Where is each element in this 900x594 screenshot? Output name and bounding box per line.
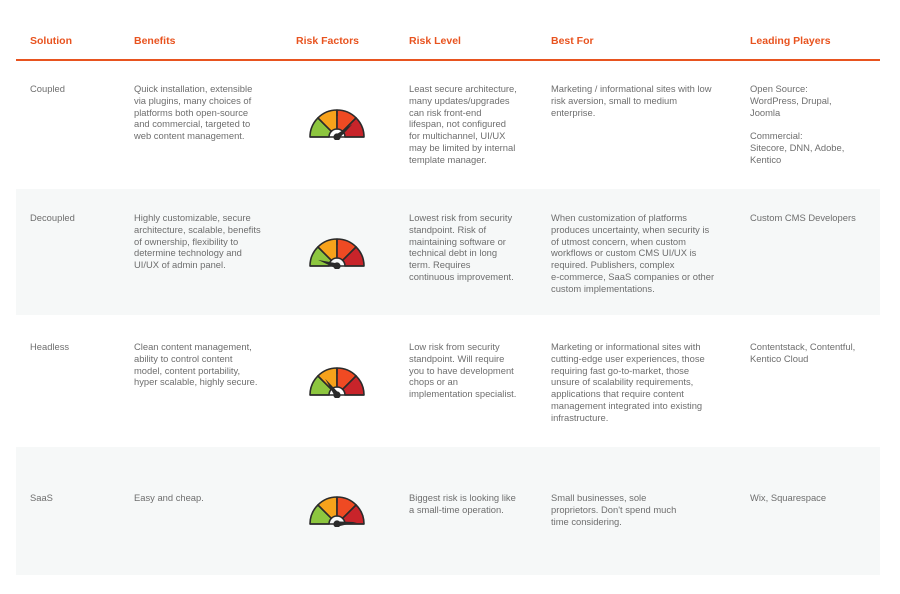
risk-level-text: Least secure architecture, many updates/upgrades can risk front-end lifespan, not configured for multichannel, UI/UX may be limited by internal template manager.	[409, 83, 517, 165]
header-best-for: Best For	[551, 35, 594, 47]
header-risk-factors: Risk Factors	[296, 35, 360, 47]
leading-players-text: Open Source: WordPress, Drupal, Joomla Commercial: Sitecore, DNN, Adobe, Kentico	[750, 83, 845, 165]
risk-level-text: Low risk from security standpoint. Will require you to have development chops or an implementation specialist.	[409, 341, 517, 400]
best-for-text: When customization of platforms produces uncertainty, when security is of utmost concern, when custom workflows or custom CMS UI/UX is required. Publishers, complex e-commerce, SaaS companies or other custom implementations.	[551, 212, 715, 294]
best-for-text: Small businesses, sole proprietors. Don't spend much time considering.	[551, 492, 677, 527]
header-leading-players: Leading Players	[750, 35, 831, 47]
benefits-text: Highly customizable, secure architecture, scalable, benefits of ownership, flexibility to determine technology and UI/UX of admin panel.	[134, 212, 261, 271]
header-divider	[16, 59, 880, 61]
best-for-text: Marketing / informational sites with low risk aversion, small to medium enterprise.	[551, 83, 712, 118]
risk-gauge-icon	[307, 235, 367, 269]
header-benefits: Benefits	[134, 35, 176, 47]
benefits-text: Clean content management, ability to control content model, content portability, hyper scalable, highly secure.	[134, 341, 258, 388]
header-solution: Solution	[30, 35, 72, 47]
benefits-text: Easy and cheap.	[134, 492, 204, 503]
risk-gauge-icon	[307, 364, 367, 398]
risk-gauge-icon	[307, 106, 367, 140]
leading-players-text: Wix, Squarespace	[750, 492, 827, 503]
leading-players-text: Custom CMS Developers	[750, 212, 856, 223]
header-risk-level: Risk Level	[409, 35, 461, 47]
risk-level-text: Biggest risk is looking like a small-time operation.	[409, 492, 516, 515]
benefits-text: Quick installation, extensible via plugins, many choices of platforms both open-source and commercial, targeted to web content management.	[134, 83, 253, 142]
solution-name: Coupled	[30, 83, 65, 94]
risk-level-text: Lowest risk from security standpoint. Risk of maintaining software or technical debt in long term. Requires continuous improvement.	[409, 212, 514, 282]
solution-name: SaaS	[30, 492, 53, 503]
solution-name: Decoupled	[30, 212, 75, 223]
leading-players-text: Contentstack, Contentful, Kentico Cloud	[750, 341, 856, 364]
solution-name: Headless	[30, 341, 70, 352]
risk-gauge-icon	[307, 493, 367, 527]
best-for-text: Marketing or informational sites with cutting-edge user experiences, those requiring fast go-to-market, those unsure of scalability requirements, applications that require content management integrated into existing infrastructure.	[551, 341, 705, 423]
